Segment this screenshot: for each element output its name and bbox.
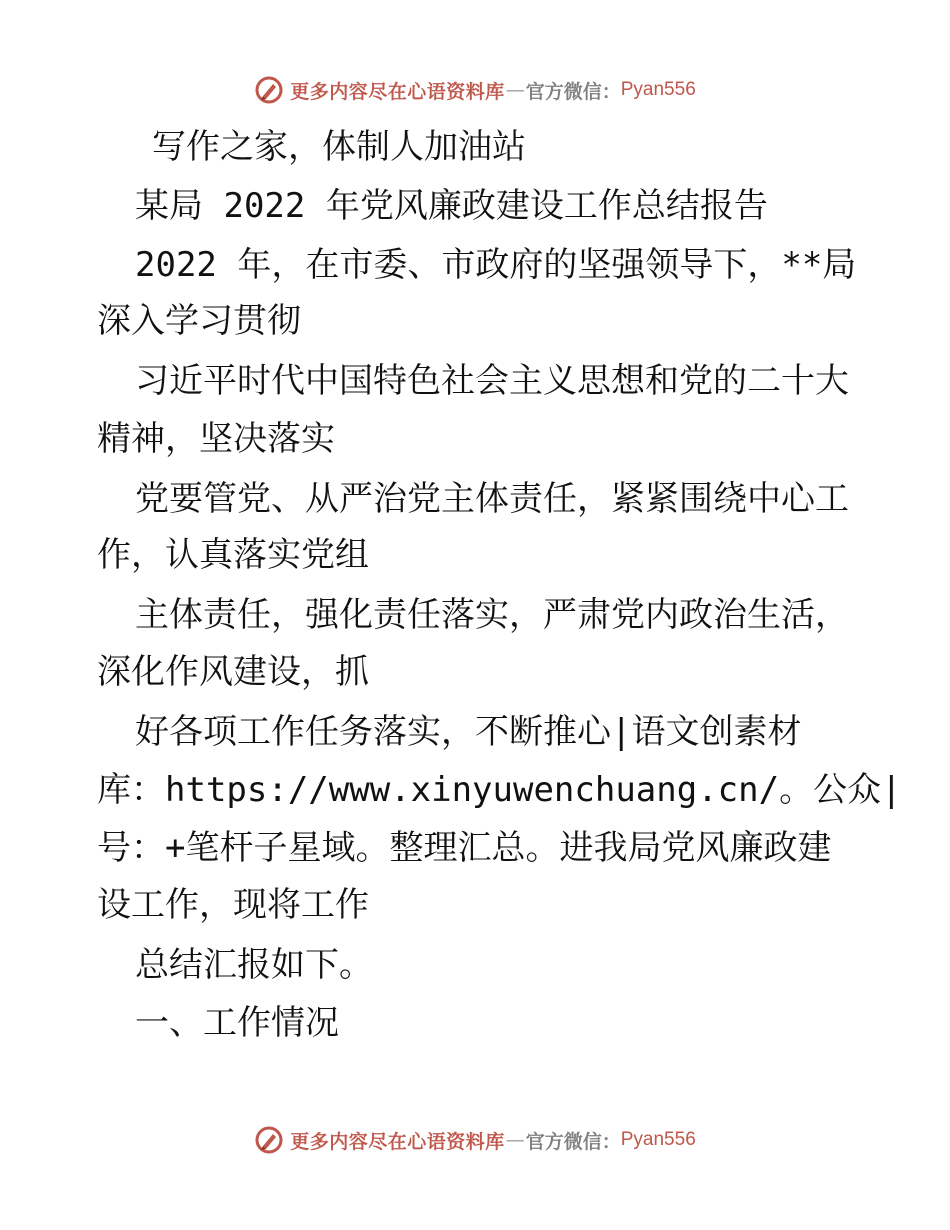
doc-line: 写作之家，体制人加油站 [152, 127, 526, 167]
doc-line: 深入学习贯彻 [97, 301, 301, 341]
doc-line: 好各项工作任务落实，不断推心|语文创素材 [135, 712, 802, 752]
doc-line: 2022 年，在市委、市政府的坚强领导下，**局 [135, 245, 857, 285]
doc-line: 库：https://www.xinyuwenchuang.cn/。公众| [97, 770, 902, 810]
watermark-main-text: 更多内容尽在心语资料库 [290, 1130, 505, 1153]
watermark-wechat-id: Pyan556 [620, 79, 696, 100]
watermark-wechat-id: Pyan556 [620, 1129, 696, 1150]
header-watermark [0, 70, 950, 110]
pen-circle-logo-icon [254, 75, 284, 105]
watermark-tail-text: 官方微信： [525, 80, 621, 103]
doc-line: 深化作风建设，抓 [97, 652, 369, 692]
doc-line: 总结汇报如下。 [135, 945, 373, 985]
doc-line: 精神，坚决落实 [97, 419, 335, 459]
doc-line: 作，认真落实党组 [97, 535, 369, 575]
doc-line: 设工作，现将工作 [97, 885, 369, 925]
watermark-dash: — [505, 79, 525, 101]
doc-line: 党要管党、从严治党主体责任，紧紧围绕中心工 [135, 479, 849, 519]
doc-line: 号：+笔杆子星域。整理汇总。进我局党风廉政建 [97, 828, 832, 868]
doc-title: 某局 2022 年党风廉政建设工作总结报告 [135, 186, 768, 226]
watermark-main-text: 更多内容尽在心语资料库 [290, 80, 505, 103]
watermark-dash: — [505, 1129, 525, 1151]
footer-watermark [0, 1120, 950, 1160]
doc-line: 主体责任，强化责任落实，严肃党内政治生活， [135, 595, 849, 635]
watermark-tail-text: 官方微信： [525, 1130, 621, 1153]
pen-circle-logo-icon [254, 1125, 284, 1155]
doc-line: 习近平时代中国特色社会主义思想和党的二十大 [135, 361, 849, 401]
doc-section-heading: 一、工作情况 [135, 1003, 339, 1043]
